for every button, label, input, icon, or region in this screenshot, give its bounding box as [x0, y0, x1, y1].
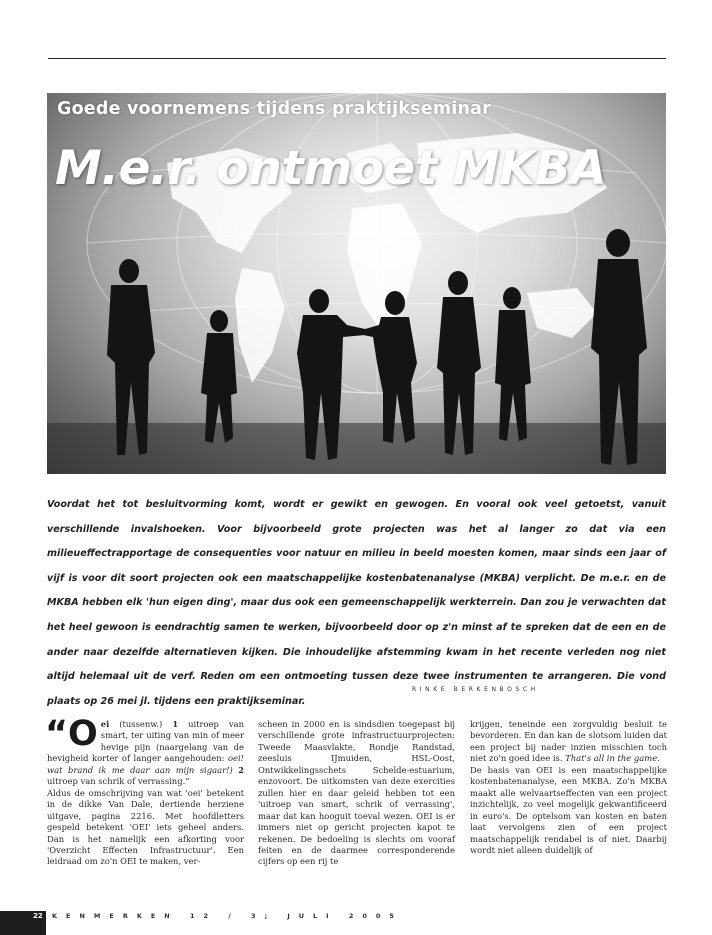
body-column-3 — [470, 719, 667, 861]
body-paragraph — [470, 719, 667, 765]
lead-paragraph: Voordat het tot besluitvorming komt, wordt er gewikt en gewogen. En vooral ook veel getoetst, vanuit verschillende invalshoeken. Voor bijvoorbeeld grote projecten was het al langer zo dat via een milieueffectrapportage de consequenties voor natuur en milieu in beeld moesten komen, maar sinds een jaar of vijf is voor dit soort projecten ook een maatschappelijke kostenbatenanalyse (MKBA) verplicht. De m.e.r. en de MKBA hebben elk 'hun eigen ding', maar dus ook een gemeenschappelijk werkterrein. Dan zou je verwachten dat het heel gewoon is eendrachtig samen te werken, bijvoorbeeld door op z'n minst af te spreken dat de een en de ander naar dezelfde alternatieven kijken. Die inhoudelijke afstemming kwam in het recente verleden nog niet altijd helemaal uit de verf. Reden om een ontmoeting tussen deze twee instrumenten te arrangeren. Die vond plaats op 26 mei jl. tijdens een praktijkseminar. — [47, 499, 666, 707]
article-kicker: Goede voornemens tijdens praktijkseminar — [57, 99, 491, 119]
definition-number: 1 — [172, 719, 179, 729]
body-paragraph: De basis van OEI is een maatschappelijke kostenbatenanalyse, een MKBA. Zo'n MKBA maakt alle welvaartseffecten van een project inzichtelijk, zo veel mogelijk gekwantificeerd in euro's. De optelsom van kosten en baten laat vervolgens zien of een project maatschappelijk rendabel is of niet. Daarbij wordt niet alleen duidelijk of — [470, 764, 667, 855]
body-text: uitroep van schrik of verrassing.” — [47, 776, 190, 787]
body-text: krijgen, teneinde een zorgvuldig besluit te bevorderen. En dan kan de slotsom luiden dat een project bij nader inzien misschien toch niet zo'n goed idee is. — [470, 719, 667, 764]
body-paragraph: Aldus de omschrijving van wat 'oei' betekent in de dikke Van Dale, dertiende herziene uitgave, pagina 2216. Met hoofdletters gespeld betekent 'OEI' iets geheel anders. Dan is het namelijk een afkorting voor 'Overzicht Effecten Infrastructuur'. Een leidraad om zo'n OEI te maken, ver- — [47, 787, 244, 867]
article-headline: M.e.r. ontmoet MKBA — [55, 141, 607, 196]
body-text-italic: That's all in the game. — [565, 753, 660, 764]
body-text: (tussenw.) — [109, 719, 173, 729]
definition-number: 2 — [238, 764, 244, 775]
body-column-1 — [45, 714, 245, 867]
page-number: 22 — [33, 912, 43, 920]
body-paragraph: scheen in 2000 en is sindsdien toegepast bij verschillende grote infrastructuurprojecten: Tweede Maasvlakte, Rondje Randstad, zeesluis IJmuiden, HSL-Oost, Ontwikkelingsschets Schelde-estuarium, enzovoort. De uitkomsten van deze exercities zullen hier en daar geleid hebben tot een 'uitroep van smart, schrik of verrassing', maar dat kan hooguit toeval wezen. OEI is er immers niet op gericht projecten kapot te rekenen. De bedoeling is slechts om vooraf feiten en de daarmee corresponderende cijfers op een rij te — [258, 719, 455, 867]
definition-term: ei — [100, 719, 110, 729]
body-text: uitroep van smart, ter uiting van min of meer hevige pijn (naargelang van de hevigheid korter of langer aangehouden: — [47, 719, 245, 764]
dropcap: “O — [45, 714, 98, 754]
body-paragraph — [45, 714, 245, 788]
body-column-2 — [258, 719, 455, 867]
footer-publication: KENMERKEN 12 / 3; JULI 2005 — [52, 912, 403, 920]
top-rule — [48, 58, 666, 59]
page-number-box — [0, 911, 46, 935]
author-byline: RINKE BERKENBOSCH — [412, 686, 539, 693]
body-text-italic: oei! wat brand ik me daar aan mijn sigaar!) — [47, 753, 244, 775]
hero-image — [47, 93, 666, 474]
